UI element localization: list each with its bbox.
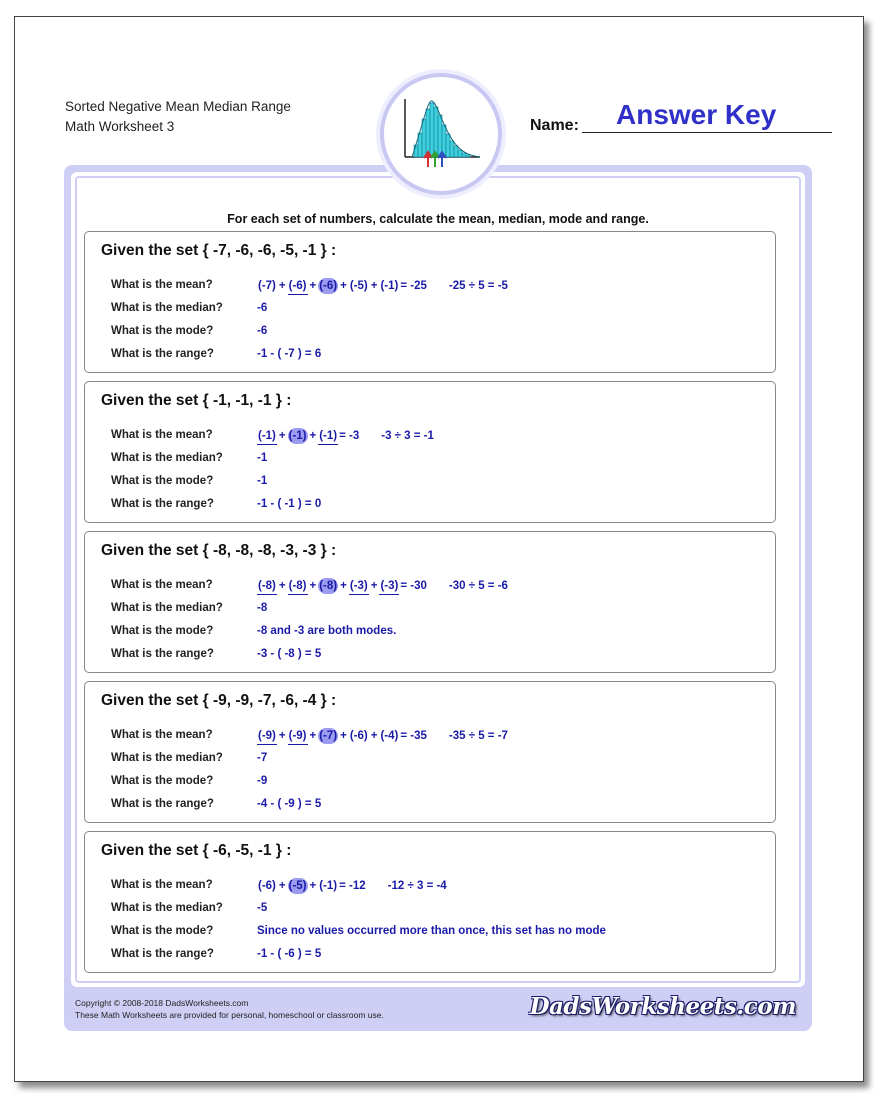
- worksheet-frame: [64, 165, 812, 1031]
- median-row: [111, 449, 751, 469]
- range-answer: -1 - ( -7 ) = 6: [257, 348, 322, 360]
- mean-term: (-3): [379, 578, 399, 595]
- plus-sign: +: [370, 580, 378, 592]
- mean-term: (-7): [258, 280, 276, 292]
- problem-title: Given the set { -8, -8, -8, -3, -3 } :: [101, 542, 337, 559]
- mean-term: (-4): [380, 730, 399, 742]
- mode-question: What is the mode?: [111, 625, 214, 637]
- mode-answer: -9: [257, 775, 268, 787]
- median-answer: -7: [257, 752, 268, 764]
- range-question: What is the range?: [111, 498, 214, 510]
- problem-box: [84, 531, 776, 673]
- mean-calculation: [257, 876, 447, 896]
- problem-title: Given the set { -9, -9, -7, -6, -4 } :: [101, 692, 337, 709]
- mean-row: [111, 576, 751, 596]
- histogram-icon: [384, 77, 498, 191]
- mean-question: What is the mean?: [111, 879, 213, 891]
- mode-row: [111, 772, 751, 792]
- plus-sign: +: [340, 730, 347, 742]
- plus-sign: +: [309, 430, 317, 442]
- mean-row: [111, 726, 751, 746]
- median-row: [111, 299, 751, 319]
- problem-title: Given the set { -6, -5, -1 } :: [101, 842, 292, 859]
- mean-term: (-8): [288, 578, 308, 595]
- mode-question: What is the mode?: [111, 325, 214, 337]
- plus-sign: +: [340, 580, 347, 592]
- mean-term: (-6): [258, 880, 276, 892]
- mean-row: [111, 276, 751, 296]
- range-question: What is the range?: [111, 348, 214, 360]
- median-row: [111, 599, 751, 619]
- mode-question: What is the mode?: [111, 775, 214, 787]
- title-line-1: Sorted Negative Mean Median Range: [65, 99, 291, 114]
- mean-division: -12 ÷ 3 = -4: [387, 880, 447, 892]
- mean-calculation: [257, 426, 434, 446]
- median-question: What is the median?: [111, 902, 223, 914]
- mode-question: What is the mode?: [111, 925, 214, 937]
- mean-calculation: [257, 576, 508, 596]
- usage-notice: These Math Worksheets are provided for personal, homeschool or classroom use.: [75, 1010, 384, 1020]
- plus-sign: +: [278, 730, 286, 742]
- mean-question: What is the mean?: [111, 729, 213, 741]
- name-field: [530, 99, 832, 139]
- problem-box: [84, 681, 776, 823]
- mean-term: (-6): [349, 730, 368, 742]
- mode-question: What is the mode?: [111, 475, 214, 487]
- range-answer: -4 - ( -9 ) = 5: [257, 798, 322, 810]
- mode-row: [111, 622, 751, 642]
- median-row: [111, 899, 751, 919]
- mode-row: [111, 322, 751, 342]
- mean-question: What is the mean?: [111, 429, 213, 441]
- worksheet-page: [14, 16, 864, 1082]
- mean-term: (-8): [319, 580, 338, 592]
- mean-sum: = -12: [339, 880, 366, 892]
- plus-sign: +: [309, 280, 317, 292]
- median-answer: -5: [257, 902, 268, 914]
- mean-sum: = -25: [400, 280, 427, 292]
- title-line-2: Math Worksheet 3: [65, 119, 175, 134]
- name-underline: [582, 132, 832, 133]
- mean-division: -3 ÷ 3 = -1: [381, 430, 434, 442]
- median-answer: -8: [257, 602, 268, 614]
- median-answer: -1: [257, 452, 268, 464]
- mean-term: (-6): [288, 278, 308, 295]
- range-answer: -1 - ( -6 ) = 5: [257, 948, 322, 960]
- mode-answer: -1: [257, 475, 268, 487]
- mode-row: [111, 472, 751, 492]
- mean-division: -30 ÷ 5 = -6: [448, 580, 508, 592]
- mean-term: (-1): [319, 880, 338, 892]
- median-answer: -6: [257, 302, 268, 314]
- range-answer: -3 - ( -8 ) = 5: [257, 648, 322, 660]
- mean-term: (-1): [288, 430, 307, 442]
- mean-term: (-6): [319, 280, 338, 292]
- plus-sign: +: [309, 880, 317, 892]
- brand-logo[interactable]: DadsWorksheets.com: [529, 993, 796, 1020]
- name-label: Name:: [530, 117, 579, 134]
- mean-term: (-8): [257, 578, 277, 595]
- mean-sum: = -35: [400, 730, 427, 742]
- mode-answer: -8 and -3 are both modes.: [257, 625, 397, 637]
- footer: [64, 987, 812, 1031]
- histogram-logo: [380, 73, 502, 195]
- mean-question: What is the mean?: [111, 579, 213, 591]
- plus-sign: +: [309, 580, 317, 592]
- plus-sign: +: [278, 430, 286, 442]
- problem-box: [84, 381, 776, 523]
- range-row: [111, 945, 751, 965]
- problem-title: Given the set { -7, -6, -6, -5, -1 } :: [101, 242, 337, 259]
- footer-copyright: [75, 997, 384, 1021]
- mean-calculation: [257, 726, 508, 746]
- copyright-text: Copyright © 2008-2018 DadsWorksheets.com: [75, 998, 249, 1008]
- range-question: What is the range?: [111, 798, 214, 810]
- mode-answer: -6: [257, 325, 268, 337]
- range-row: [111, 645, 751, 665]
- answer-key-label: Answer Key: [616, 99, 777, 130]
- plus-sign: +: [278, 880, 286, 892]
- mean-sum: = -30: [400, 580, 427, 592]
- mean-division: -35 ÷ 5 = -7: [448, 730, 508, 742]
- mean-division: -25 ÷ 5 = -5: [448, 280, 508, 292]
- plus-sign: +: [309, 730, 317, 742]
- range-question: What is the range?: [111, 948, 214, 960]
- worksheet-title: [65, 97, 291, 137]
- mode-row: [111, 922, 751, 942]
- mean-term: (-9): [257, 728, 277, 745]
- plus-sign: +: [278, 580, 286, 592]
- median-question: What is the median?: [111, 452, 223, 464]
- range-row: [111, 345, 751, 365]
- mean-term: (-7): [319, 730, 338, 742]
- mean-term: (-5): [349, 280, 368, 292]
- mode-answer: Since no values occurred more than once, this set has no mode: [257, 925, 606, 937]
- plus-sign: +: [340, 280, 347, 292]
- problem-box: [84, 231, 776, 373]
- range-row: [111, 495, 751, 515]
- mean-term: (-1): [318, 428, 338, 445]
- mean-term: (-5): [288, 880, 307, 892]
- mean-term: (-1): [380, 280, 399, 292]
- median-question: What is the median?: [111, 602, 223, 614]
- mean-row: [111, 876, 751, 896]
- range-answer: -1 - ( -1 ) = 0: [257, 498, 322, 510]
- problem-title: Given the set { -1, -1, -1 } :: [101, 392, 292, 409]
- mean-sum: = -3: [339, 430, 360, 442]
- median-row: [111, 749, 751, 769]
- mean-term: (-9): [288, 728, 308, 745]
- mean-term: (-3): [349, 578, 369, 595]
- range-question: What is the range?: [111, 648, 214, 660]
- mean-row: [111, 426, 751, 446]
- plus-sign: +: [370, 280, 378, 292]
- mean-term: (-1): [257, 428, 277, 445]
- instructions: For each set of numbers, calculate the mean, median, mode and range.: [227, 212, 649, 226]
- median-question: What is the median?: [111, 752, 223, 764]
- problem-box: [84, 831, 776, 973]
- plus-sign: +: [370, 730, 378, 742]
- median-question: What is the median?: [111, 302, 223, 314]
- mean-question: What is the mean?: [111, 279, 213, 291]
- range-row: [111, 795, 751, 815]
- plus-sign: +: [278, 280, 286, 292]
- mean-calculation: [257, 276, 508, 296]
